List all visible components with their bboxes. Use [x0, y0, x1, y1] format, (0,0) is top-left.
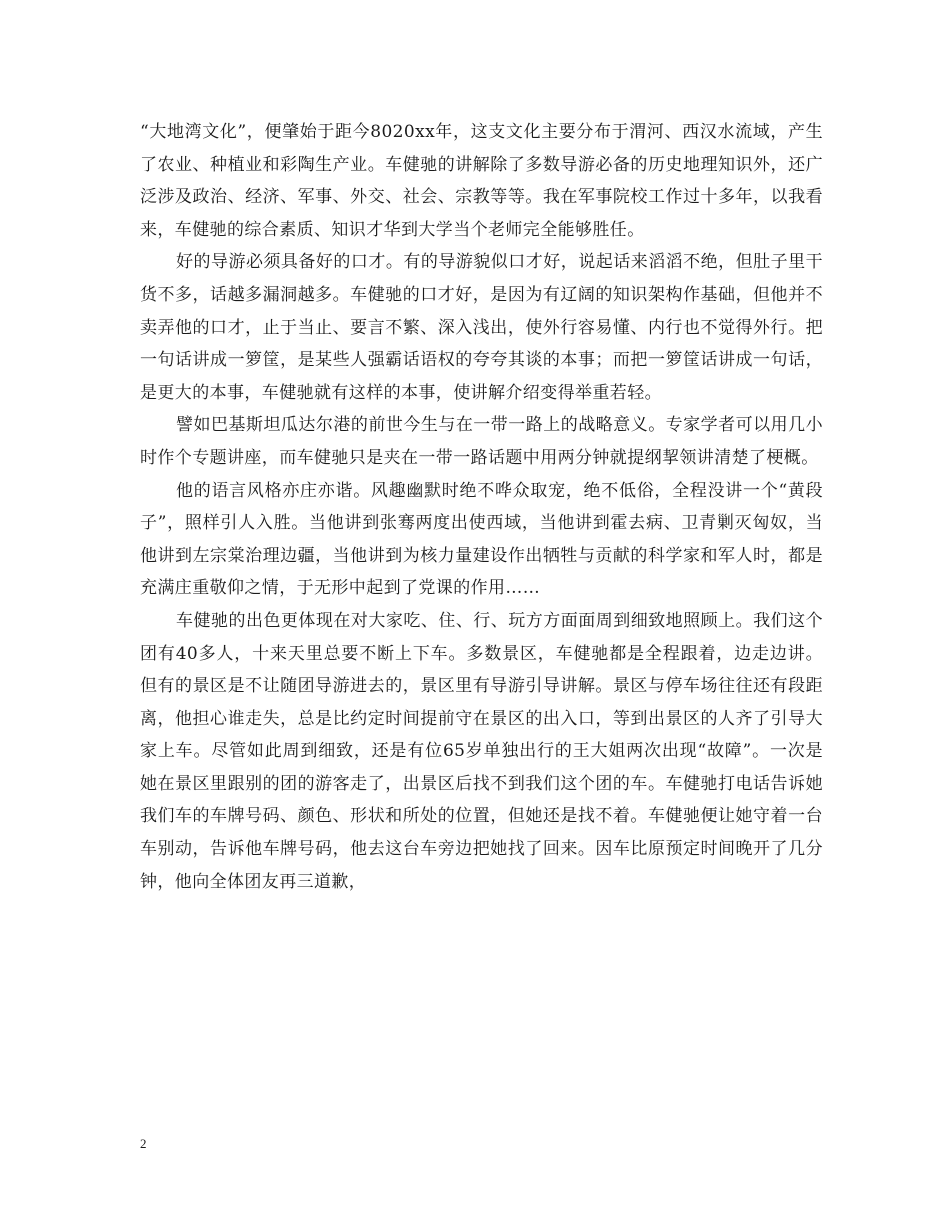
paragraph-3: 譬如巴基斯坦瓜达尔港的前世今生与在一带一路上的战略意义。专家学者可以用几小时作个专题讲座，而车健驰只是夹在一带一路话题中用两分钟就提纲挈领讲清楚了梗概。: [140, 415, 823, 468]
paragraph-4: 他的语言风格亦庄亦谐。风趣幽默时绝不哗众取宠，绝不低俗，全程没讲一个“黄段子”，照样引人入胜。当他讲到张骞两度出使西域，当他讲到霍去病、卫青剿灭匈奴，当他讲到左宗棠治理边疆，当他讲到为核力量建设作出牺牲与贡献的科学家和军人时，都是充满庄重敬仰之情，于无形中起到了党课的作用……: [140, 480, 823, 599]
paragraph-2: 好的导游必须具备好的口才。有的导游貌似口才好，说起话来滔滔不绝，但肚子里干货不多，话越多漏洞越多。车健驰的口才好，是因为有辽阔的知识架构作基础，但他并不卖弄他的口才，止于当止、要言不繁、深入浅出，使外行容易懂、内行也不觉得外行。把一句话讲成一箩筐，是某些人强霸话语权的夸夸其谈的本事；而把一箩筐话讲成一句话，是更大的本事，车健驰就有这样的本事，使讲解介绍变得举重若轻。: [140, 252, 823, 403]
paragraph-1: “大地湾文化”，便肇始于距今8020xx年，这支文化主要分布于渭河、西汉水流域，产生了农业、种植业和彩陶生产业。车健驰的讲解除了多数导游必备的历史地理知识外，还广泛涉及政治、经济、军事、外交、社会、宗教等等。我在军事院校工作过十多年，以我看来，车健驰的综合素质、知识才华到大学当个老师完全能够胜任。: [140, 122, 823, 240]
paragraph-5: 车健驰的出色更体现在对大家吃、住、行、玩方方面面周到细致地照顾上。我们这个团有40多人，十来天里总要不断上下车。多数景区，车健驰都是全程跟着，边走边讲。但有的景区是不让随团导游进去的，景区里有导游引导讲解。景区与停车场往往还有段距离，他担心谁走失，总是比约定时间提前守在景区的出入口，等到出景区的人齐了引导大家上车。尽管如此周到细致，还是有位65岁单独出行的王大姐两次出现“故障”。一次是她在景区里跟别的团的游客走了，出景区后找不到我们这个团的车。车健驰打电话告诉她我们车的车牌号码、颜色、形状和所处的位置，但她还是找不着。车健驰便让她守着一台车别动，告诉他车牌号码，他去这台车旁边把她找了回来。因车比原预定时间晚开了几分钟，他向全体团友再三道歉，: [140, 610, 823, 892]
page-number: 2: [140, 1136, 147, 1151]
body-text: [140, 116, 823, 898]
